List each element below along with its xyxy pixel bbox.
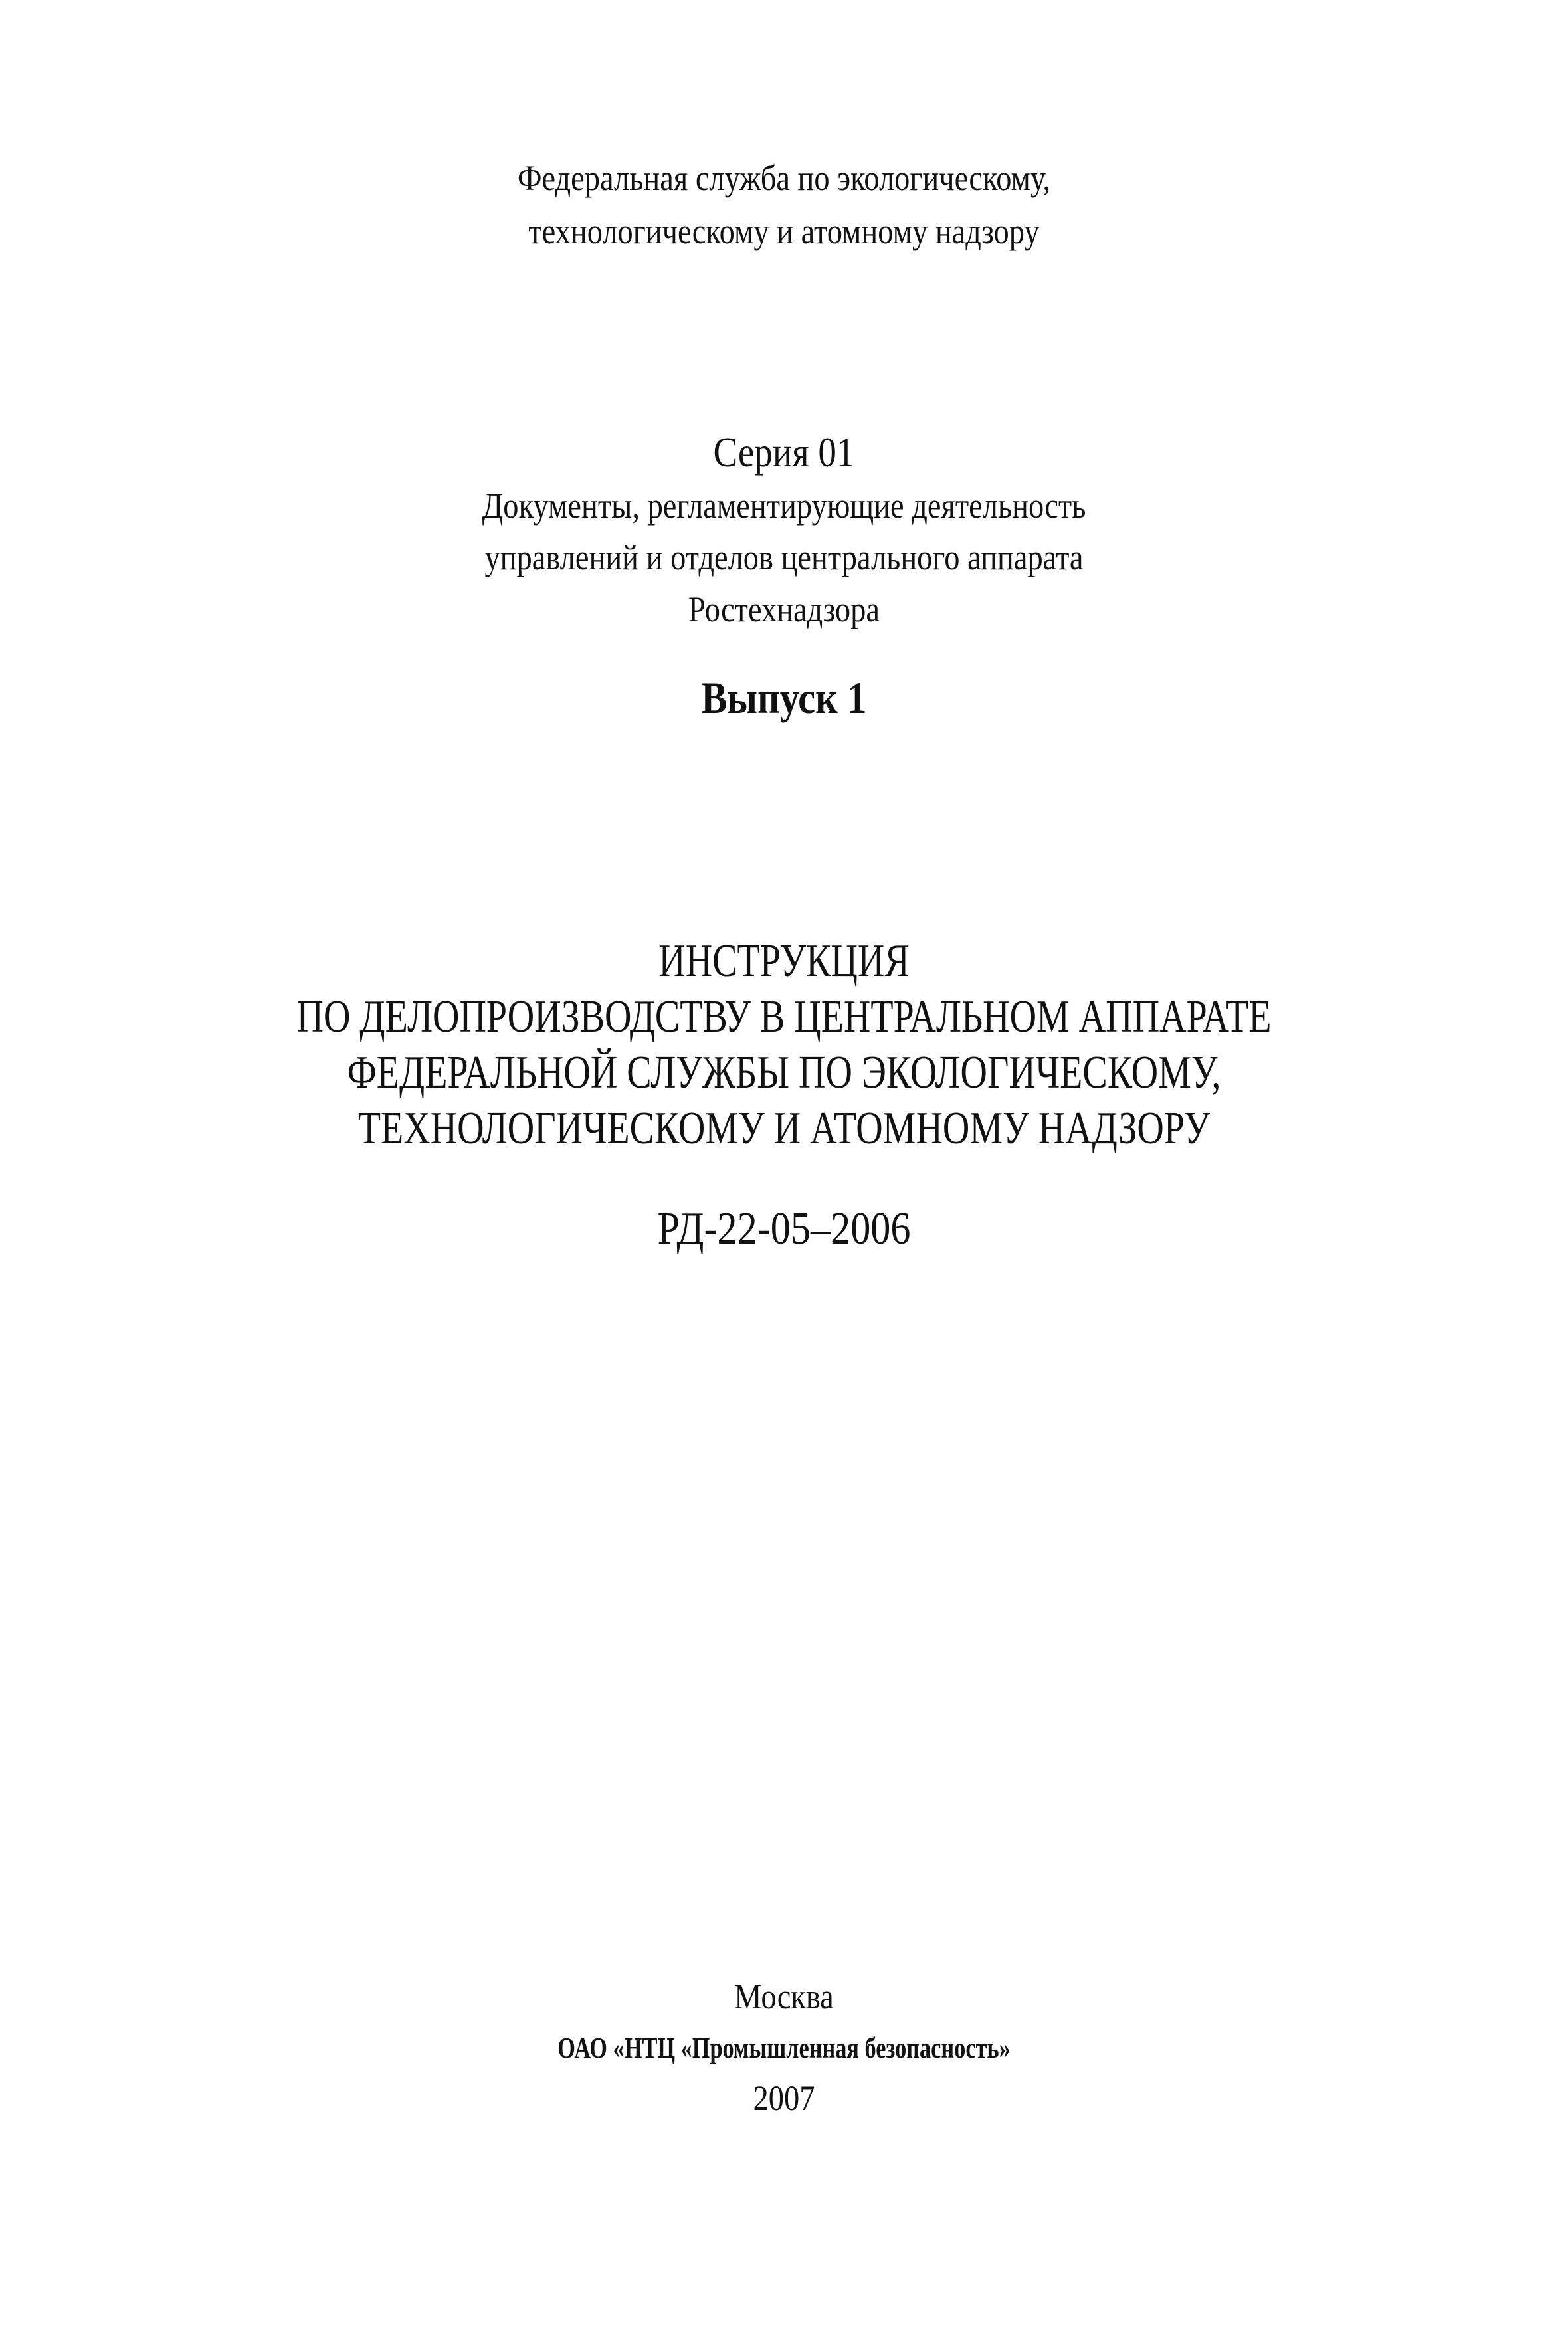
imprint-city-text: Москва	[734, 1977, 834, 2016]
agency-name-line-2: технологическому и атомному надзору	[528, 211, 1040, 251]
document-title-line-1: ИНСТРУКЦИЯ	[658, 935, 910, 987]
imprint-year	[0, 2072, 1568, 2125]
issue-number	[0, 664, 1568, 731]
imprint-city	[0, 1970, 1568, 2023]
document-title-line-4: ТЕХНОЛОГИЧЕСКОМУ И АТОМНОМУ НАДЗОРУ	[357, 1103, 1211, 1154]
agency-name	[0, 151, 1568, 258]
document-code-text: РД-22-05–2006	[657, 1203, 911, 1254]
document-code	[0, 1196, 1568, 1262]
series-title-text: Серия 01	[713, 429, 855, 476]
document-title	[0, 933, 1568, 1157]
document-title-line-3: ФЕДЕРАЛЬНОЙ СЛУЖБЫ ПО ЭКОЛОГИЧЕСКОМУ,	[347, 1047, 1221, 1098]
document-title-line-2: ПО ДЕЛОПРОИЗВОДСТВУ В ЦЕНТРАЛЬНОМ АППАРАТЕ	[296, 991, 1272, 1042]
series-description-line-3: Ростехнадзора	[688, 589, 880, 629]
series-description-line-1: Документы, регламентирующие деятельность	[482, 486, 1086, 526]
issue-number-text: Выпуск 1	[701, 672, 867, 723]
agency-name-line-1: Федеральная служба по экологическому,	[517, 158, 1051, 198]
imprint-year-text: 2007	[753, 2078, 815, 2118]
imprint-publisher	[0, 2025, 1568, 2072]
series-description-line-2: управлений и отделов центрального аппарата	[484, 537, 1084, 577]
imprint-publisher-text: ОАО «НТЦ «Промышленная безопасность»	[557, 2032, 1011, 2064]
series-description	[0, 480, 1568, 635]
series-title	[0, 423, 1568, 482]
